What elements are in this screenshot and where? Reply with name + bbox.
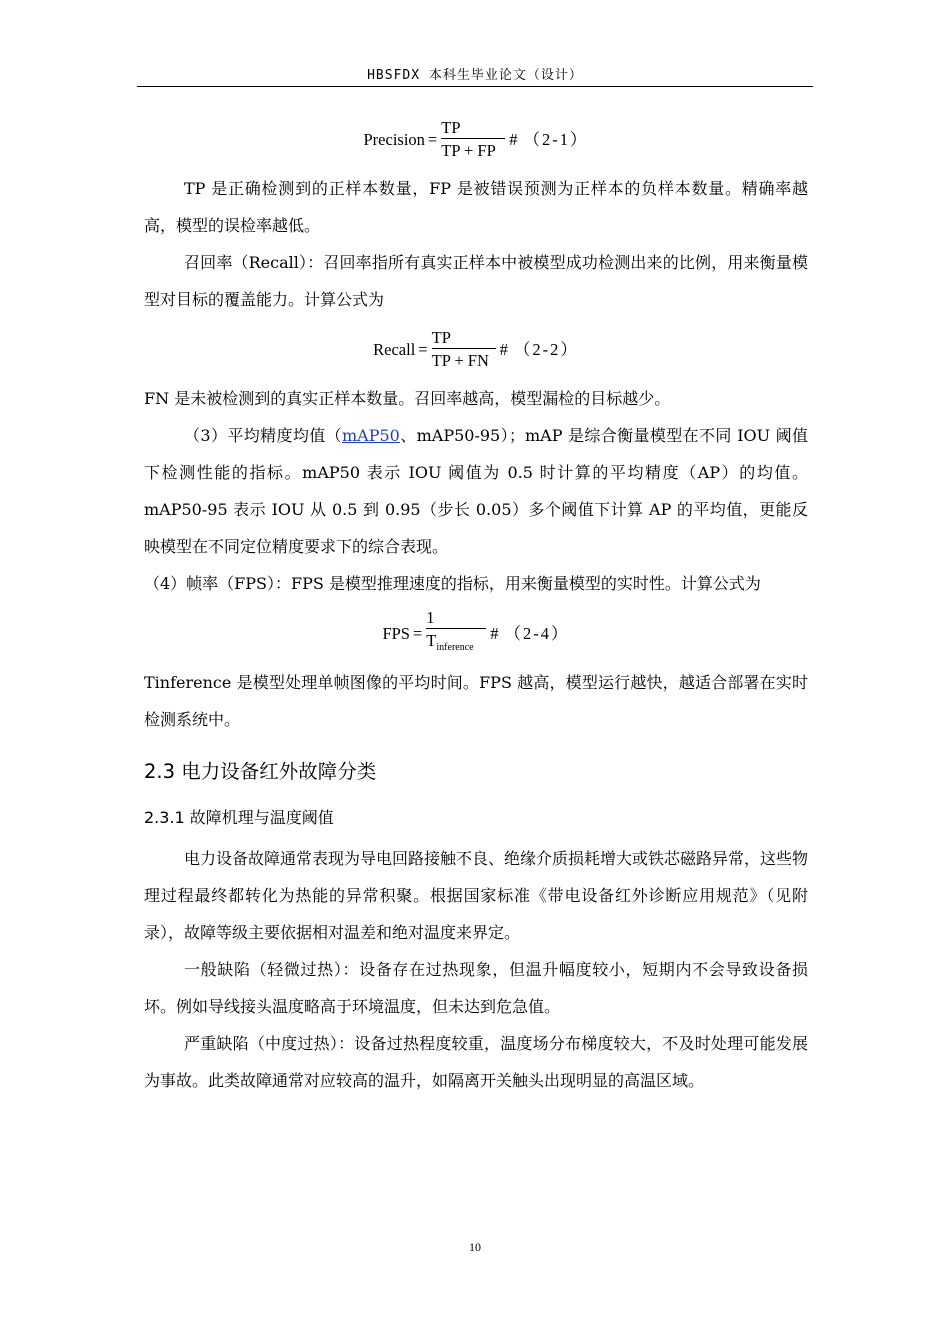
section-heading: 2.3 电力设备红外故障分类 xyxy=(144,760,377,783)
paragraph-map xyxy=(144,417,808,565)
equation-lhs: Precision xyxy=(363,129,425,149)
equation-number: （2-1） xyxy=(523,129,589,149)
denominator: TP + FN xyxy=(431,350,489,370)
equation-tag: # xyxy=(490,623,499,643)
map-text-rest: 、mAP50-95）；mAP 是综合衡量模型在不同 IOU 阈值下检测性能的指标。mAP50 表示 IOU 阈值为 0.5 时计算的平均精度（AP）的均值。mAP50-95 表示 IOU 从 0.5 到 0.95（步长 0.05）多个阈值下计算 AP 的平均值，更能反映模型在不同定位精度要求下的综合表现。 xyxy=(144,426,808,556)
map50-link[interactable]: mAP50 xyxy=(342,426,400,445)
equation-fps xyxy=(144,602,808,664)
running-header: HBSFDX 本科生毕业论文（设计） xyxy=(367,68,583,83)
equation-precision xyxy=(144,108,808,170)
page-body xyxy=(144,108,808,1099)
equals-sign: = xyxy=(418,339,428,359)
header-divider xyxy=(137,86,813,87)
denominator-subscript: inference xyxy=(436,642,474,653)
page-number: 10 xyxy=(469,1240,481,1254)
equation-lhs: Recall xyxy=(373,339,416,359)
paragraph-tp-fp: TP 是正确检测到的正样本数量，FP 是被错误预测为正样本的负样本数量。精确率越高，模型的误检率越低。 xyxy=(144,179,808,235)
map-text-start: （3）平均精度均值（ xyxy=(184,426,342,445)
denominator: TP + FP xyxy=(441,140,496,160)
equation-tag: # xyxy=(499,339,508,359)
paragraph-fault-mechanism: 电力设备故障通常表现为导电回路接触不良、绝缘介质损耗增大或铁芯磁路异常，这些物理过程最终都转化为热能的异常积聚。根据国家标准《带电设备红外诊断应用规范》（见附录），故障等级主要依据相对温差和绝对温度来界定。 xyxy=(144,849,809,942)
fraction xyxy=(432,328,496,371)
equation-recall xyxy=(144,318,808,380)
denominator xyxy=(426,629,486,658)
equals-sign: = xyxy=(412,623,423,643)
equals-sign: = xyxy=(427,129,438,149)
equation-number: （2-2） xyxy=(513,339,579,359)
subsection-heading: 2.3.1 故障机理与温度阈值 xyxy=(144,808,334,827)
equation-lhs: FPS xyxy=(382,623,410,643)
fraction xyxy=(426,608,486,658)
numerator: 1 xyxy=(426,608,486,629)
paragraph-general-defect: 一般缺陷（轻微过热）：设备存在过热现象，但温升幅度较小，短期内不会导致设备损坏。例如导线接头温度略高于环境温度，但未达到危急值。 xyxy=(144,960,808,1016)
paragraph-tinference: Tinference 是模型处理单帧图像的平均时间。FPS 越高，模型运行越快，越适合部署在实时检测系统中。 xyxy=(144,673,808,729)
paragraph-fps: （4）帧率（FPS）：FPS 是模型推理速度的指标，用来衡量模型的实时性。计算公式为 xyxy=(144,574,761,593)
numerator: TP xyxy=(441,118,505,139)
paragraph-recall: 召回率（Recall）：召回率指所有真实正样本中被模型成功检测出来的比例，用来衡量模型对目标的覆盖能力。计算公式为 xyxy=(144,253,808,309)
paragraph-fn: FN 是未被检测到的真实正样本数量。召回率越高，模型漏检的目标越少。 xyxy=(144,389,671,408)
numerator: TP xyxy=(432,328,496,349)
denominator-main: T xyxy=(426,631,437,650)
fraction xyxy=(441,118,505,161)
paragraph-serious-defect: 严重缺陷（中度过热）：设备过热程度较重，温度场分布梯度较大，不及时处理可能发展为事故。此类故障通常对应较高的温升，如隔离开关触头出现明显的高温区域。 xyxy=(144,1034,808,1090)
equation-number: （2-4） xyxy=(504,623,570,643)
equation-tag: # xyxy=(509,129,518,149)
